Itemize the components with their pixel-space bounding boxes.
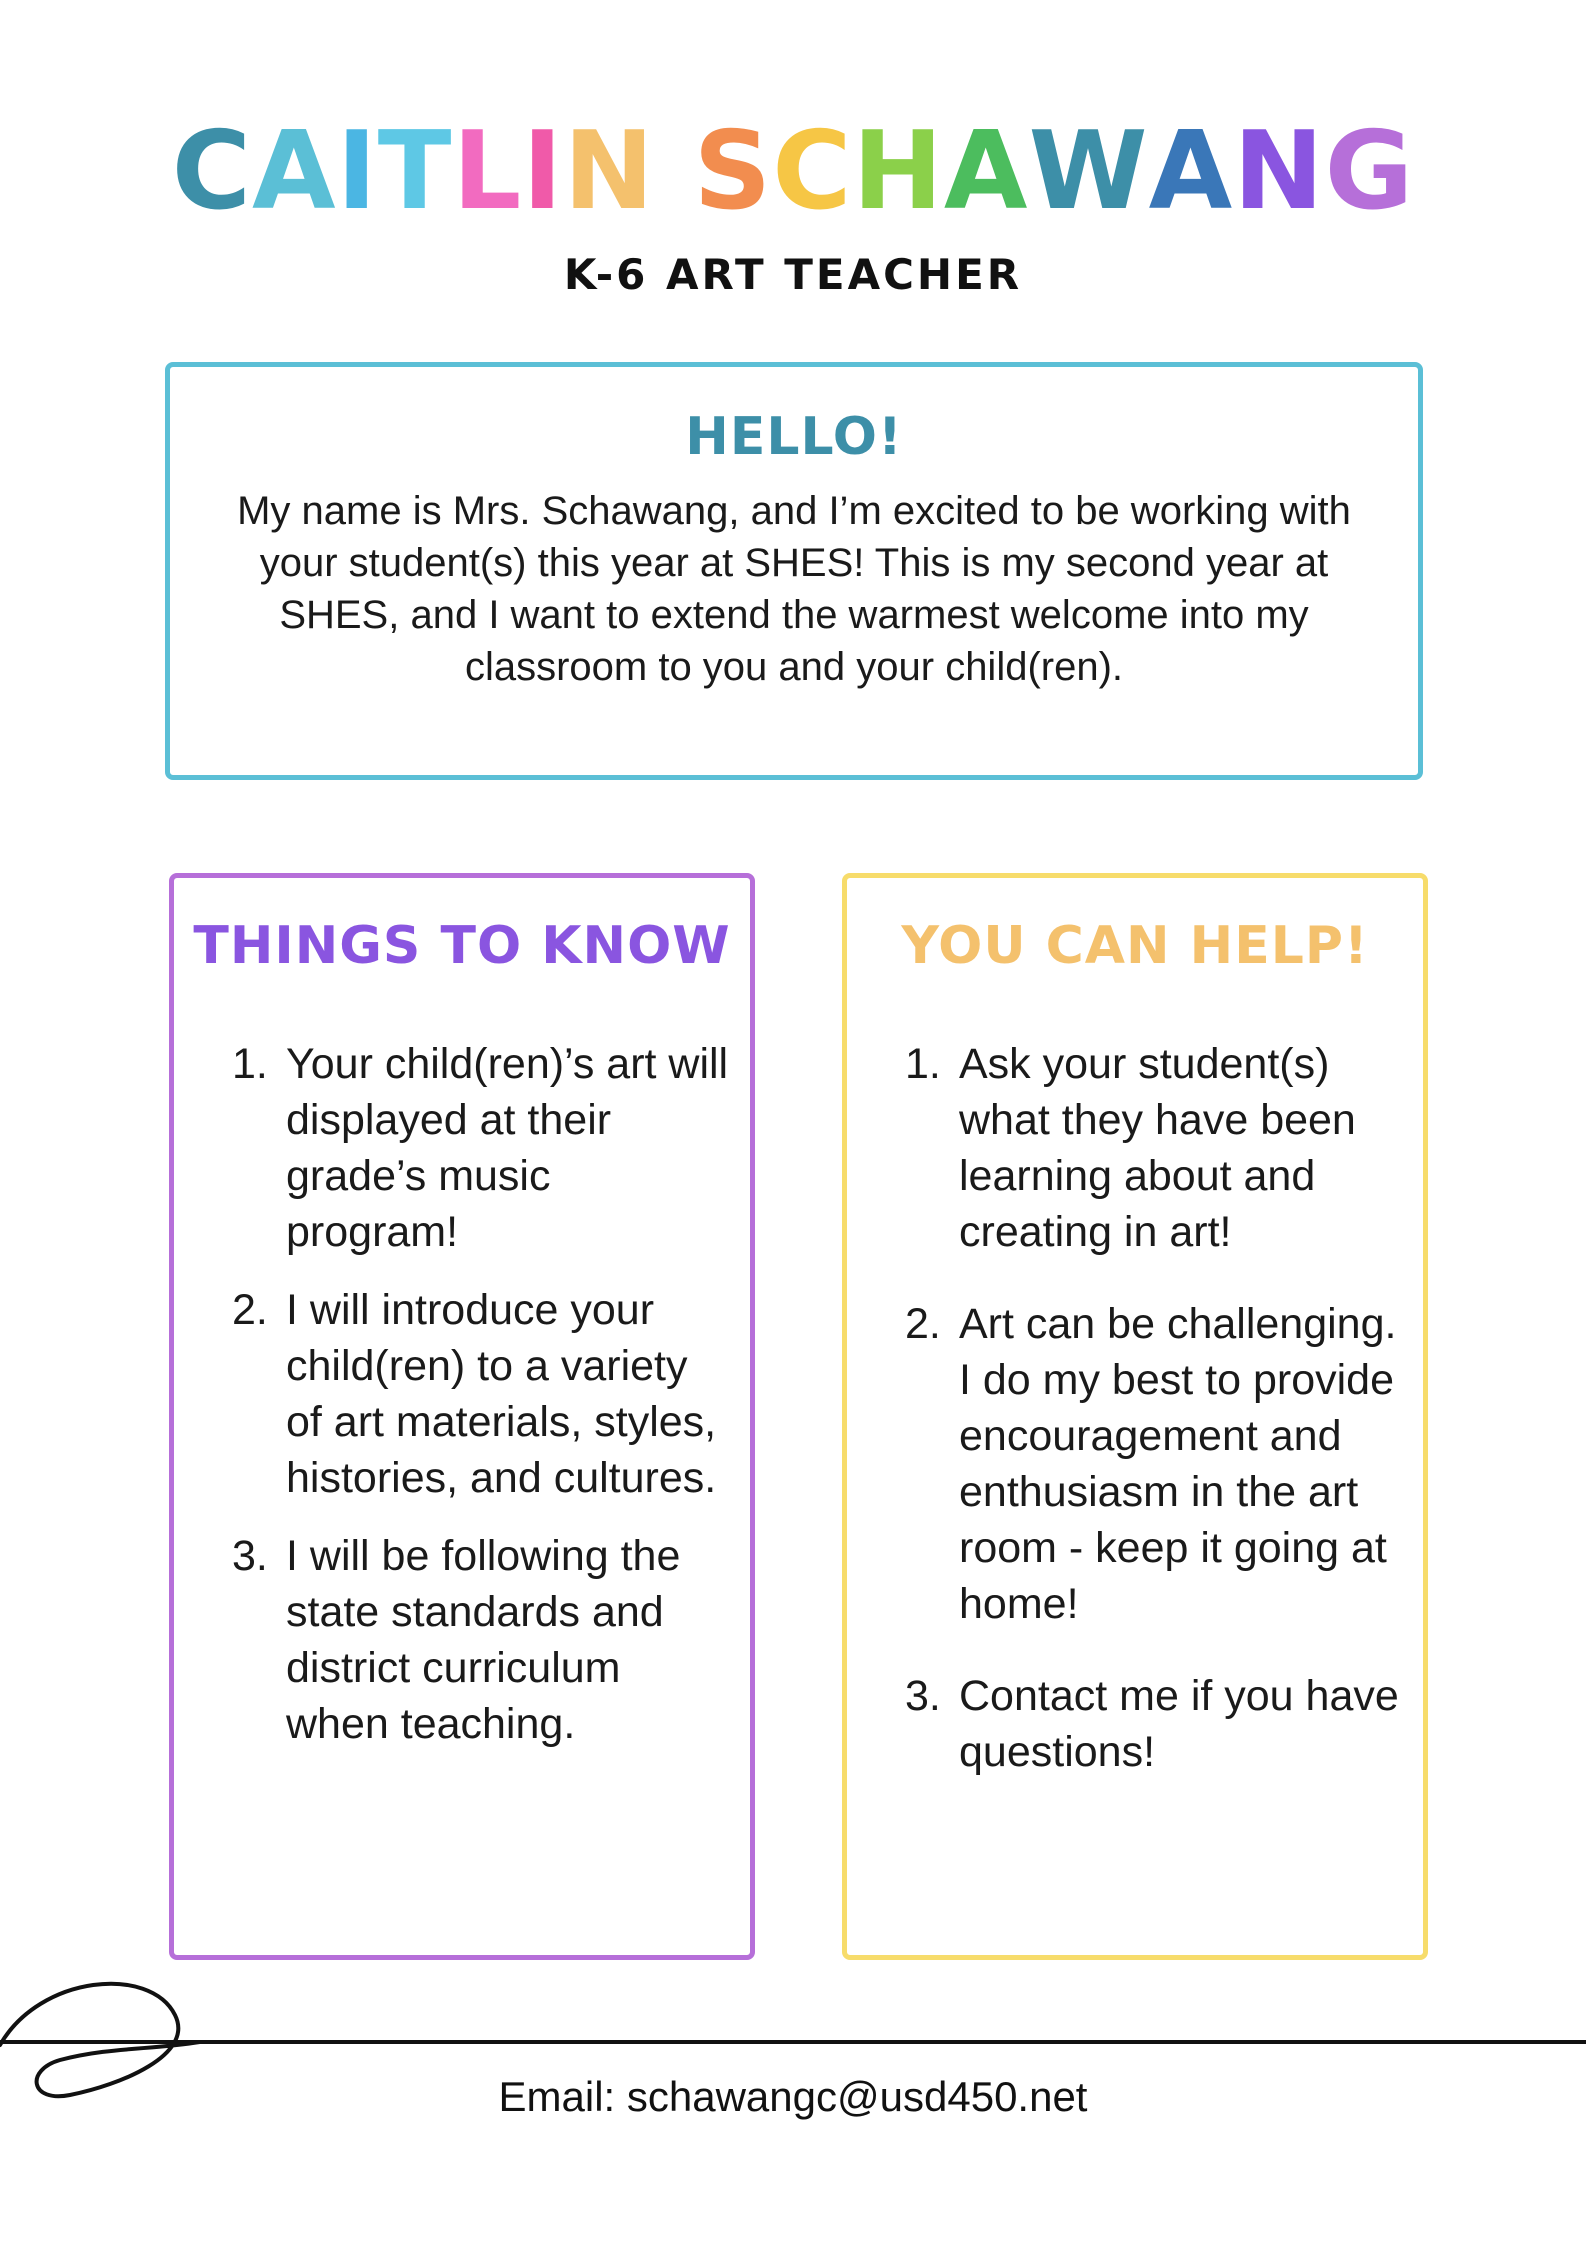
list-text: Contact me if you have questions! [959,1672,1399,1776]
hello-heading: HELLO! [685,407,903,467]
list-item [847,1296,1423,1632]
list-text: Your child(ren)’s art will displayed at their grade’s music program! [286,1040,729,1256]
title-letter: C [171,109,252,234]
list-text: I will be following the state standards and district curriculum when teaching. [286,1532,681,1748]
list-number: 3. [232,1532,268,1580]
list-number: 3. [905,1672,941,1720]
things-to-know-list [174,1036,750,1752]
you-can-help-box [842,873,1428,1960]
title-letter: T [377,109,453,234]
list-text: Ask your student(s) what they have been learning about and creating in art! [959,1040,1356,1256]
title-letter: A [943,109,1029,234]
list-text: I will introduce your child(ren) to a variety of art materials, styles, histories, and cultures. [286,1286,717,1502]
you-can-help-heading: YOU CAN HELP! [901,916,1369,976]
title-letter: A [251,109,337,234]
title-letter: N [563,109,655,234]
list-number: 1. [905,1040,941,1088]
title-letter [655,118,694,226]
list-number: 2. [232,1286,268,1334]
list-number: 1. [232,1040,268,1088]
footer-divider [0,2040,1586,2044]
title-letter: W [1028,109,1149,234]
page-subtitle: K-6 ART TEACHER [563,250,1023,299]
title-letter: A [1148,109,1234,234]
things-to-know-heading: THINGS TO KNOW [193,916,731,976]
list-item [174,1282,750,1506]
hello-box [165,362,1423,780]
list-item [174,1036,750,1260]
list-item [847,1036,1423,1260]
list-item [174,1528,750,1752]
list-number: 2. [905,1300,941,1348]
things-to-know-box [169,873,755,1960]
hello-text: My name is Mrs. Schawang, and I’m excited to be working with your student(s) this year at SHES! This is my second year at SHES, and I want to extend the warmest welcome into my classroom to you and your child(ren). [237,489,1351,689]
contact-email[interactable]: Email: schawangc@usd450.net [498,2073,1088,2120]
title-letter: I [522,109,564,234]
page-title [0,109,1586,234]
title-letter: I [336,109,378,234]
title-letter: L [452,109,523,234]
title-letter: N [1233,109,1325,234]
title-letter: H [852,109,944,234]
you-can-help-list [847,1036,1423,1780]
list-item [847,1668,1423,1780]
title-letter: G [1324,109,1415,234]
title-letter: S [693,109,773,234]
list-text: Art can be challenging. I do my best to provide encouragement and enthusiasm in the art room - keep it going at home! [959,1300,1397,1628]
title-letter: C [772,109,853,234]
